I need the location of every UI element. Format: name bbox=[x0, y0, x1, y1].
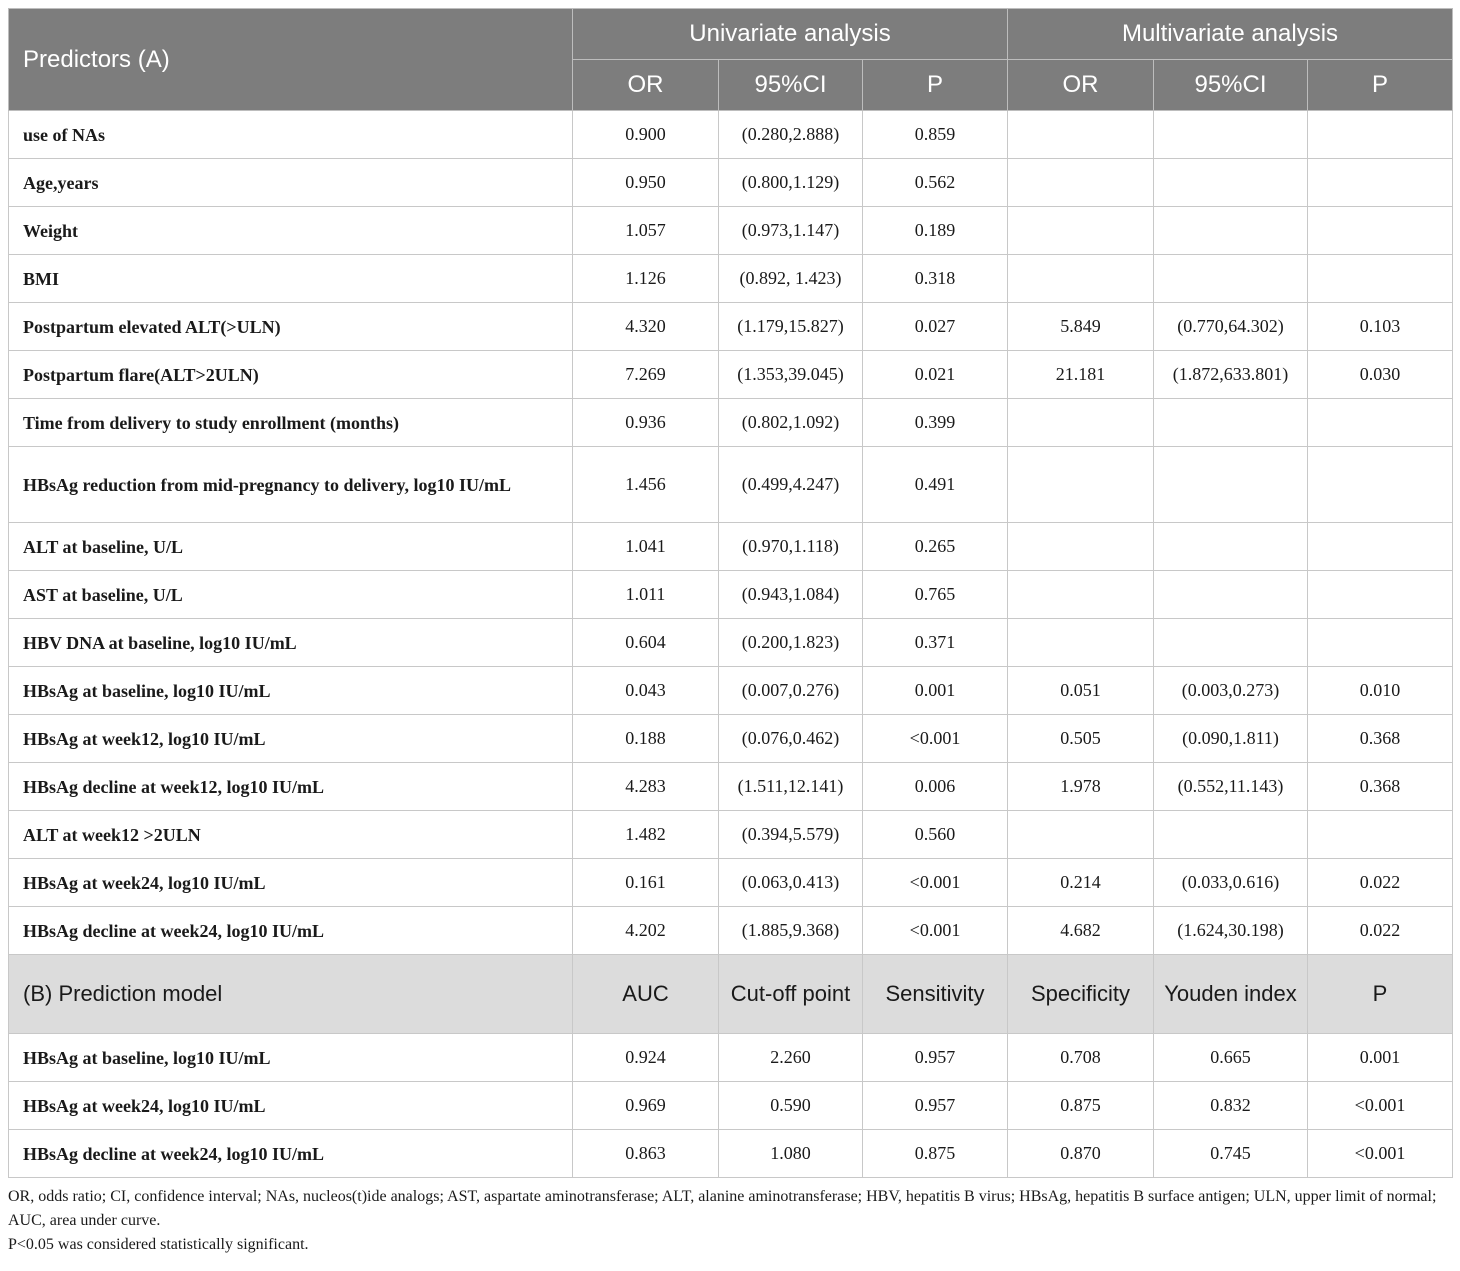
value-cell: 0.875 bbox=[863, 1130, 1008, 1178]
value-cell: 0.001 bbox=[1308, 1034, 1453, 1082]
predictor-name: HBsAg decline at week12, log10 IU/mL bbox=[9, 763, 573, 811]
model-name: HBsAg at baseline, log10 IU/mL bbox=[9, 1034, 573, 1082]
predictors-header: Predictors (A) bbox=[9, 9, 573, 111]
value-cell bbox=[1154, 255, 1308, 303]
value-cell: 0.051 bbox=[1008, 667, 1154, 715]
value-cell bbox=[1008, 255, 1154, 303]
value-cell: 0.030 bbox=[1308, 351, 1453, 399]
table-row bbox=[9, 1034, 1453, 1082]
value-cell: 4.283 bbox=[573, 763, 719, 811]
value-cell: (0.800,1.129) bbox=[719, 159, 863, 207]
table-row bbox=[9, 351, 1453, 399]
value-cell: 1.080 bbox=[719, 1130, 863, 1178]
table-row bbox=[9, 571, 1453, 619]
value-cell bbox=[1308, 571, 1453, 619]
predictor-name: HBsAg at baseline, log10 IU/mL bbox=[9, 667, 573, 715]
predictor-name: HBV DNA at baseline, log10 IU/mL bbox=[9, 619, 573, 667]
value-cell: 0.900 bbox=[573, 111, 719, 159]
value-cell: <0.001 bbox=[863, 907, 1008, 955]
col-header: AUC bbox=[573, 955, 719, 1034]
significance-note: P<0.05 was considered statistically significant. bbox=[8, 1236, 309, 1253]
value-cell: <0.001 bbox=[863, 715, 1008, 763]
value-cell: (0.003,0.273) bbox=[1154, 667, 1308, 715]
value-cell: 0.924 bbox=[573, 1034, 719, 1082]
value-cell: 0.745 bbox=[1154, 1130, 1308, 1178]
value-cell: 0.832 bbox=[1154, 1082, 1308, 1130]
table-row bbox=[9, 619, 1453, 667]
value-cell: 4.202 bbox=[573, 907, 719, 955]
value-cell bbox=[1308, 111, 1453, 159]
col-header: Cut-off point bbox=[719, 955, 863, 1034]
value-cell: (0.499,4.247) bbox=[719, 447, 863, 523]
value-cell: 0.957 bbox=[863, 1034, 1008, 1082]
value-cell bbox=[1154, 399, 1308, 447]
value-cell: 0.936 bbox=[573, 399, 719, 447]
value-cell: 0.022 bbox=[1308, 907, 1453, 955]
value-cell: 0.022 bbox=[1308, 859, 1453, 907]
value-cell: (0.770,64.302) bbox=[1154, 303, 1308, 351]
value-cell: 0.161 bbox=[573, 859, 719, 907]
value-cell: 0.001 bbox=[863, 667, 1008, 715]
value-cell: 0.371 bbox=[863, 619, 1008, 667]
value-cell bbox=[1008, 447, 1154, 523]
table-container bbox=[8, 8, 1452, 1257]
value-cell: 0.043 bbox=[573, 667, 719, 715]
value-cell: 1.126 bbox=[573, 255, 719, 303]
section-b-header bbox=[9, 955, 1453, 1034]
value-cell bbox=[1008, 159, 1154, 207]
predictor-name: Weight bbox=[9, 207, 573, 255]
value-cell bbox=[1308, 523, 1453, 571]
value-cell bbox=[1008, 207, 1154, 255]
col-header: OR bbox=[573, 60, 719, 111]
predictor-name: Time from delivery to study enrollment (months) bbox=[9, 399, 573, 447]
table-row bbox=[9, 111, 1453, 159]
value-cell: 21.181 bbox=[1008, 351, 1154, 399]
predictor-name: HBsAg at week24, log10 IU/mL bbox=[9, 859, 573, 907]
table-row bbox=[9, 667, 1453, 715]
value-cell bbox=[1008, 571, 1154, 619]
value-cell: (0.063,0.413) bbox=[719, 859, 863, 907]
value-cell: (0.033,0.616) bbox=[1154, 859, 1308, 907]
value-cell bbox=[1154, 207, 1308, 255]
value-cell bbox=[1154, 159, 1308, 207]
col-header: Specificity bbox=[1008, 955, 1154, 1034]
table-row bbox=[9, 763, 1453, 811]
value-cell bbox=[1308, 399, 1453, 447]
value-cell: 5.849 bbox=[1008, 303, 1154, 351]
value-cell: 4.320 bbox=[573, 303, 719, 351]
value-cell bbox=[1008, 523, 1154, 571]
value-cell bbox=[1154, 619, 1308, 667]
value-cell: 1.482 bbox=[573, 811, 719, 859]
value-cell: (0.090,1.811) bbox=[1154, 715, 1308, 763]
value-cell: 0.765 bbox=[863, 571, 1008, 619]
value-cell: (0.892, 1.423) bbox=[719, 255, 863, 303]
value-cell: (1.872,633.801) bbox=[1154, 351, 1308, 399]
value-cell: 0.399 bbox=[863, 399, 1008, 447]
table-row bbox=[9, 715, 1453, 763]
value-cell bbox=[1308, 447, 1453, 523]
value-cell: (1.885,9.368) bbox=[719, 907, 863, 955]
value-cell: (0.973,1.147) bbox=[719, 207, 863, 255]
value-cell: 0.006 bbox=[863, 763, 1008, 811]
value-cell: 0.708 bbox=[1008, 1034, 1154, 1082]
value-cell: 0.875 bbox=[1008, 1082, 1154, 1130]
value-cell: (0.802,1.092) bbox=[719, 399, 863, 447]
value-cell: <0.001 bbox=[1308, 1130, 1453, 1178]
value-cell: (0.970,1.118) bbox=[719, 523, 863, 571]
col-header: OR bbox=[1008, 60, 1154, 111]
value-cell: 1.057 bbox=[573, 207, 719, 255]
value-cell: 0.368 bbox=[1308, 715, 1453, 763]
value-cell: 0.665 bbox=[1154, 1034, 1308, 1082]
table-row bbox=[9, 523, 1453, 571]
table-row bbox=[9, 1130, 1453, 1178]
predictor-name: AST at baseline, U/L bbox=[9, 571, 573, 619]
value-cell: 0.318 bbox=[863, 255, 1008, 303]
value-cell: (1.353,39.045) bbox=[719, 351, 863, 399]
predictor-name: ALT at baseline, U/L bbox=[9, 523, 573, 571]
value-cell bbox=[1308, 255, 1453, 303]
value-cell: 0.189 bbox=[863, 207, 1008, 255]
col-header: P bbox=[1308, 60, 1453, 111]
abbreviations-note: OR, odds ratio; CI, confidence interval; NAs, nucleos(t)ide analogs; AST, aspartate aminotransferase; ALT, alanine aminotransferase; HBV, hepatitis B virus; HBsAg, hepatitis B surface antigen; ULN, upper limit of normal; AUC, area under curve. bbox=[8, 1188, 1437, 1229]
predictor-name: Postpartum flare(ALT>2ULN) bbox=[9, 351, 573, 399]
value-cell: 0.010 bbox=[1308, 667, 1453, 715]
value-cell: 0.957 bbox=[863, 1082, 1008, 1130]
value-cell: 0.027 bbox=[863, 303, 1008, 351]
value-cell: (0.200,1.823) bbox=[719, 619, 863, 667]
value-cell: (0.943,1.084) bbox=[719, 571, 863, 619]
predictor-name: HBsAg decline at week24, log10 IU/mL bbox=[9, 907, 573, 955]
footnotes bbox=[8, 1185, 1454, 1257]
value-cell: 1.978 bbox=[1008, 763, 1154, 811]
table-row bbox=[9, 207, 1453, 255]
value-cell: (0.280,2.888) bbox=[719, 111, 863, 159]
table-row bbox=[9, 907, 1453, 955]
univariate-header: Univariate analysis bbox=[573, 9, 1008, 60]
table-row bbox=[9, 811, 1453, 859]
value-cell: 0.188 bbox=[573, 715, 719, 763]
value-cell bbox=[1008, 811, 1154, 859]
value-cell: 1.456 bbox=[573, 447, 719, 523]
value-cell: 1.011 bbox=[573, 571, 719, 619]
value-cell: (0.552,11.143) bbox=[1154, 763, 1308, 811]
multivariate-header: Multivariate analysis bbox=[1008, 9, 1453, 60]
value-cell: (1.179,15.827) bbox=[719, 303, 863, 351]
value-cell: 0.021 bbox=[863, 351, 1008, 399]
value-cell: 0.863 bbox=[573, 1130, 719, 1178]
value-cell: (0.394,5.579) bbox=[719, 811, 863, 859]
prediction-model-header: (B) Prediction model bbox=[9, 955, 573, 1034]
predictor-name: HBsAg at week12, log10 IU/mL bbox=[9, 715, 573, 763]
value-cell: (1.511,12.141) bbox=[719, 763, 863, 811]
value-cell: 0.562 bbox=[863, 159, 1008, 207]
model-name: HBsAg decline at week24, log10 IU/mL bbox=[9, 1130, 573, 1178]
value-cell bbox=[1154, 111, 1308, 159]
col-header: P bbox=[1308, 955, 1453, 1034]
col-header: Sensitivity bbox=[863, 955, 1008, 1034]
value-cell bbox=[1008, 111, 1154, 159]
table-row bbox=[9, 255, 1453, 303]
col-header: P bbox=[863, 60, 1008, 111]
value-cell: 0.103 bbox=[1308, 303, 1453, 351]
value-cell: 0.560 bbox=[863, 811, 1008, 859]
value-cell bbox=[1008, 619, 1154, 667]
value-cell: 0.590 bbox=[719, 1082, 863, 1130]
value-cell bbox=[1154, 447, 1308, 523]
table-row bbox=[9, 859, 1453, 907]
table-row bbox=[9, 399, 1453, 447]
value-cell: 0.265 bbox=[863, 523, 1008, 571]
value-cell: 0.870 bbox=[1008, 1130, 1154, 1178]
value-cell bbox=[1154, 523, 1308, 571]
value-cell: <0.001 bbox=[863, 859, 1008, 907]
value-cell: 0.214 bbox=[1008, 859, 1154, 907]
value-cell bbox=[1154, 571, 1308, 619]
col-header: 95%CI bbox=[719, 60, 863, 111]
predictor-name: ALT at week12 >2ULN bbox=[9, 811, 573, 859]
value-cell bbox=[1308, 811, 1453, 859]
value-cell bbox=[1308, 159, 1453, 207]
header-row-top bbox=[9, 9, 1453, 60]
value-cell: 0.505 bbox=[1008, 715, 1154, 763]
value-cell: 7.269 bbox=[573, 351, 719, 399]
predictor-name: BMI bbox=[9, 255, 573, 303]
predictor-name: use of NAs bbox=[9, 111, 573, 159]
table-row bbox=[9, 303, 1453, 351]
value-cell bbox=[1308, 619, 1453, 667]
value-cell: (0.076,0.462) bbox=[719, 715, 863, 763]
table-row bbox=[9, 159, 1453, 207]
value-cell: 0.491 bbox=[863, 447, 1008, 523]
col-header: Youden index bbox=[1154, 955, 1308, 1034]
table-row bbox=[9, 1082, 1453, 1130]
predictor-name: Postpartum elevated ALT(>ULN) bbox=[9, 303, 573, 351]
value-cell: 0.859 bbox=[863, 111, 1008, 159]
value-cell: 1.041 bbox=[573, 523, 719, 571]
value-cell: 0.950 bbox=[573, 159, 719, 207]
value-cell: 4.682 bbox=[1008, 907, 1154, 955]
value-cell: 0.969 bbox=[573, 1082, 719, 1130]
predictor-name: Age,years bbox=[9, 159, 573, 207]
model-name: HBsAg at week24, log10 IU/mL bbox=[9, 1082, 573, 1130]
value-cell bbox=[1308, 207, 1453, 255]
table-row bbox=[9, 447, 1453, 523]
value-cell: <0.001 bbox=[1308, 1082, 1453, 1130]
value-cell: (0.007,0.276) bbox=[719, 667, 863, 715]
value-cell: (1.624,30.198) bbox=[1154, 907, 1308, 955]
predictor-name: HBsAg reduction from mid-pregnancy to delivery, log10 IU/mL bbox=[9, 447, 573, 523]
value-cell: 2.260 bbox=[719, 1034, 863, 1082]
value-cell: 0.368 bbox=[1308, 763, 1453, 811]
value-cell bbox=[1154, 811, 1308, 859]
value-cell: 0.604 bbox=[573, 619, 719, 667]
results-table bbox=[8, 8, 1453, 1178]
col-header: 95%CI bbox=[1154, 60, 1308, 111]
value-cell bbox=[1008, 399, 1154, 447]
